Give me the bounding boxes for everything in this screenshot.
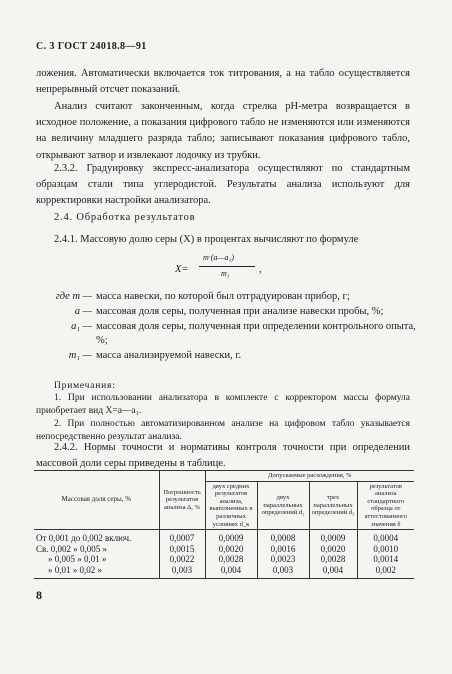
cell-range: От 0,001 до 0,002 включ. <box>36 533 132 544</box>
header-d2: двух параллельных определений d₂ <box>257 481 309 530</box>
formula <box>175 253 295 284</box>
cell-d3: 0,0020 <box>309 544 357 555</box>
cell-delta: 0,0022 <box>159 554 205 565</box>
cell-dk: 0,0009 <box>205 530 257 544</box>
cell-delta-std: 0,0014 <box>357 554 414 565</box>
definition-text: массовая доля серы, полученная при анализе навески пробы, %; <box>96 305 384 317</box>
cell-delta-std: 0,0004 <box>357 530 414 544</box>
variable-definitions <box>36 290 416 364</box>
cell-dk: 0,004 <box>205 565 257 579</box>
definition-symbol: m₁ — <box>68 350 92 362</box>
cell-d3: 0,0028 <box>309 554 357 565</box>
header-dk: двух средних результатов анализа, выполненных в различных условиях d_к <box>205 481 257 530</box>
cell-d2: 0,0008 <box>257 530 309 544</box>
table-row <box>34 565 414 579</box>
cell-delta-std: 0,0010 <box>357 544 414 555</box>
header-allowed-discrepancies: Допускаемые расхождения, % <box>205 471 414 482</box>
cell-dk: 0,0020 <box>205 544 257 555</box>
definition-m1 <box>36 349 416 364</box>
section-heading-2-4: 2.4. Обработка результатов <box>54 212 196 223</box>
page-header: С. 3 ГОСТ 24018.8—91 <box>36 41 147 52</box>
header-delta-std: результатов анализа стандартного образца от аттестованного значения δ <box>357 481 414 530</box>
cell-delta: 0,0007 <box>159 530 205 544</box>
paragraph-2-4-1: 2.4.1. Массовую долю серы (X) в процентах вычисляют по формуле <box>54 234 359 245</box>
table-row <box>34 530 414 544</box>
cell-range: » 0,01 » 0,02 » <box>34 565 159 579</box>
cell-d3: 0,004 <box>309 565 357 579</box>
page-number: 8 <box>36 588 42 602</box>
note-1: 1. При использовании анализатора в комплекте с корректором массы формула приобретает вид X=a—a₁. <box>36 393 410 416</box>
cell-d2: 0,0023 <box>257 554 309 565</box>
definition-symbol: где m — <box>55 291 92 302</box>
accuracy-table <box>34 470 414 579</box>
formula-fraction-bar <box>199 266 255 267</box>
paragraph-analysis-end: Анализ считают законченным, когда стрелка рН-метра возвращается в исходное положение, а показания цифрового табло не изменяются или изменяются на величину младшего разряда табло; записывают показания цифрового табло, открывают затвор и извлекают лодочку из трубки. <box>36 101 410 161</box>
definition-text: массовая доля серы, полученная при определении контрольного опыта, %; <box>96 320 416 347</box>
definition-m <box>36 290 416 305</box>
cell-delta: 0,003 <box>159 565 205 579</box>
cell-d3: 0,0009 <box>309 530 357 544</box>
cell-delta-std: 0,002 <box>357 565 414 579</box>
cell-delta: 0,0015 <box>159 544 205 555</box>
paragraph-2-3-2: 2.3.2. Градуировку экспресс-анализатора осуществляют по стандартным образцам стали типа углеродистой. Результаты анализа используют для корректировки настройки анализатора. <box>36 163 410 207</box>
formula-lhs: X= <box>175 264 189 275</box>
cell-d2: 0,003 <box>257 565 309 579</box>
cell-range: » 0,005 » 0,01 » <box>48 554 107 565</box>
cell-d2: 0,0016 <box>257 544 309 555</box>
formula-numerator: m·(a—a₁) <box>203 253 234 262</box>
table-row <box>34 544 414 555</box>
definition-a <box>36 305 416 320</box>
header-d3: трех параллельных определений d₃ <box>309 481 357 530</box>
cell-dk: 0,0028 <box>205 554 257 565</box>
definition-text: масса навески, по которой был отградуирован прибор, г; <box>96 291 350 302</box>
note-2: 2. При полностью автоматизированном анализе на цифровом табло указывается непосредственно результат анализа. <box>36 419 410 442</box>
paragraph-continuation: ложения. Автоматически включается ток титрования, а на табло осуществляется непрерывный отсчет показаний. <box>36 68 410 96</box>
definition-symbol: a — <box>74 305 92 317</box>
definition-a1 <box>36 320 416 350</box>
header-mass-fraction: Массовая доля серы, % <box>34 471 159 530</box>
notes-title: Примечания: <box>54 381 116 391</box>
cell-range: Св. 0,002 » 0,005 » <box>36 543 108 554</box>
formula-denominator: m₁ <box>221 269 230 278</box>
definition-symbol: a₁ — <box>71 320 92 332</box>
paragraph-2-4-2: 2.4.2. Нормы точности и нормативы контроля точности при определении массовой доли серы приведены в таблице. <box>36 442 410 470</box>
header-error: Погрешность результатов анализа Δ, % <box>159 471 205 530</box>
formula-comma: , <box>259 264 262 275</box>
table-row <box>34 554 414 565</box>
definition-text: масса анализируемой навески, г. <box>96 350 242 362</box>
